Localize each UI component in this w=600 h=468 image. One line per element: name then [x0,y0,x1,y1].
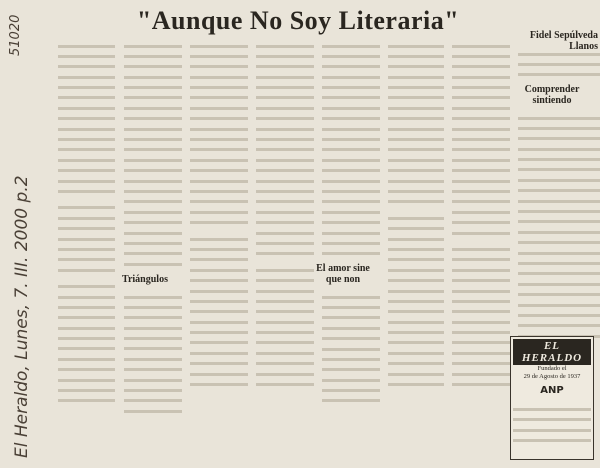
paragraph [314,40,372,258]
handwritten-note-top: 51020 [8,14,23,56]
article-column-5 [314,40,372,411]
article-headline: "Aunque No Soy Literaria" [136,6,460,35]
masthead-details [513,421,591,431]
paragraph [50,40,107,196]
article-author: Fidel Sepúlveda Llanos [529,30,598,52]
article-column-1 [50,40,107,411]
paragraph [116,40,174,269]
article-column-8 [510,48,594,347]
anp-logo: ANP [540,385,564,396]
paragraph [314,291,372,405]
paragraph [182,233,240,389]
paragraph [50,281,107,406]
masthead-details [513,400,591,410]
paragraph [380,40,436,206]
paragraph [444,40,502,237]
masthead-details [513,410,591,420]
paragraph [444,243,502,388]
paragraph [380,212,436,389]
paragraph [510,48,594,79]
paragraph [50,202,107,275]
masthead-box [510,336,594,460]
paragraph [182,40,240,227]
article-column-2 [116,40,174,422]
article-column-6 [380,40,436,395]
article-column-7 [444,40,502,395]
handwritten-date: El Heraldo, Lunes, 7. III. 2000 p.2 [12,175,32,458]
article-column-4 [248,40,306,395]
paragraph [116,291,174,416]
subheading-triangulos: Triángulos [122,273,168,285]
masthead-details [513,431,591,441]
paragraph [248,40,306,258]
subheading-amor: El amor sine que non [316,263,370,285]
paragraph [510,112,594,341]
masthead-title: EL HERALDO [513,339,591,365]
margin-handwriting [0,0,44,468]
article-column-3 [182,40,240,395]
paragraph [248,264,306,389]
masthead-founded-2: 29 de Agosto de 1937 [523,373,581,380]
masthead-founded-1: Fundado el [537,365,567,372]
subheading-comprender: Comprender sintiendo [524,84,580,106]
